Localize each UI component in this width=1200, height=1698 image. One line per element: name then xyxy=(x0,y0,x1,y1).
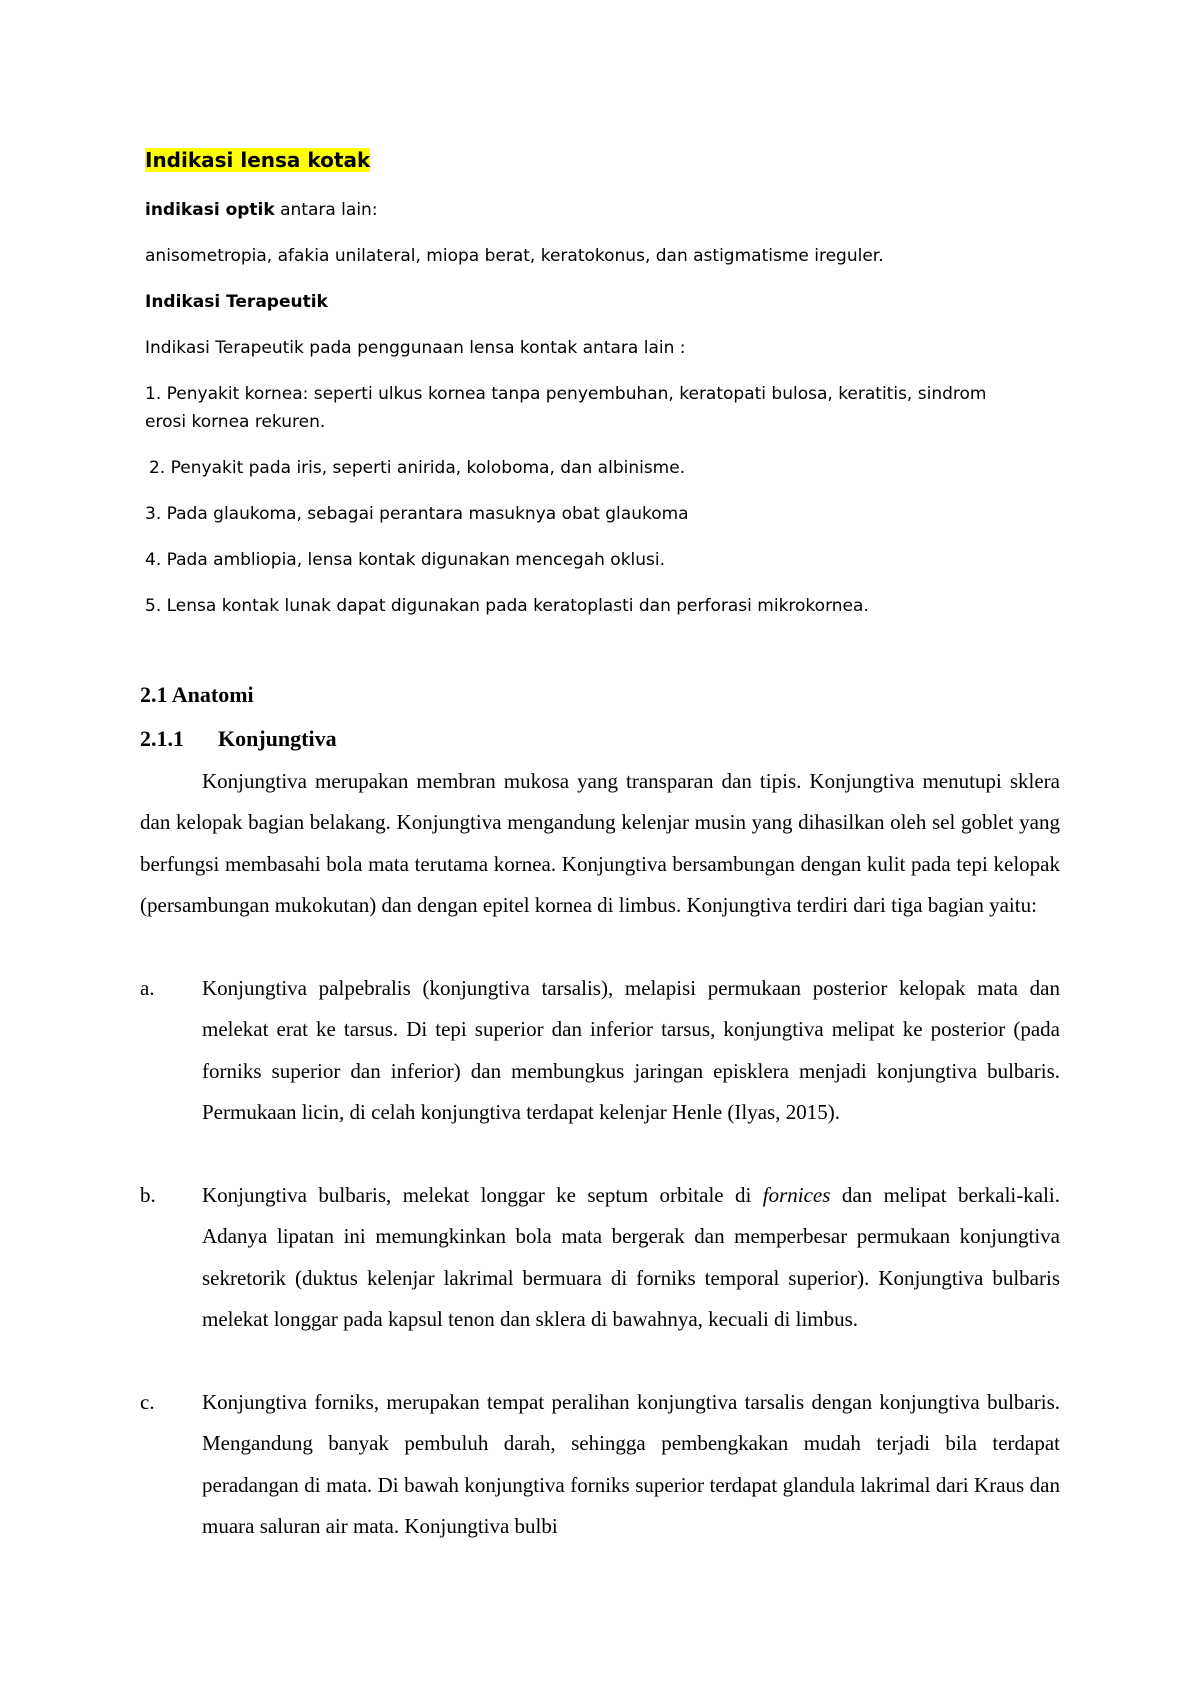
indication-item-4 xyxy=(145,550,665,570)
indication-text: Penyakit pada iris, seperti anirida, koloboma, dan albinisme. xyxy=(165,458,686,478)
list-item-palpebralis: Konjungtiva palpebralis (konjungtiva tarsalis), melapisi permukaan posterior kelopak mata dan melekat erat ke tarsus. Di tepi superior dan inferior tarsus, konjungtiva melipat ke posterior (pada forniks superior dan inferior) dan membungkus jaringan episklera menjadi konjungtiva bulbaris. Permukaan licin, di celah konjungtiva terdapat kelenjar Henle (Ilyas, 2015). xyxy=(202,976,1060,1125)
bulbaris-text-end: dan melipat berkali-kali. Adanya lipatan ini memungkinkan bola mata bergerak dan memperbesar permukaan konjungtiva sekretorik (duktus kelenjar lakrimal bermuara di forniks temporal superior). Konjungtiva bulbaris melekat longgar pada kapsul tenon dan sklera di bawahnya, kecuali di limbus. xyxy=(202,1183,1060,1332)
list-marker-a: a. xyxy=(140,976,155,1000)
konjungtiva-intro-paragraph: Konjungtiva merupakan membran mukosa yang transparan dan tipis. Konjungtiva menutupi sklera dan kelopak bagian belakang. Konjungtiva mengandung kelenjar musin yang dihasilkan oleh sel goblet yang berfungsi membasahi bola mata terutama kornea. Konjungtiva bersambungan dengan kulit pada tepi kelopak (persambungan mukokutan) dan dengan epitel kornea di limbus. Konjungtiva terdiri dari tiga bagian yaitu: xyxy=(140,769,1060,918)
list-item-bulbaris xyxy=(202,1175,1060,1341)
indication-item-5 xyxy=(145,596,869,616)
indication-text: Penyakit kornea: seperti ulkus kornea tanpa penyembuhan, keratopati bulosa, keratitis, sindrom xyxy=(161,384,987,404)
list-item-forniks: Konjungtiva forniks, merupakan tempat peralihan konjungtiva tarsalis dengan konjungtiva bulbaris. Mengandung banyak pembuluh darah, sehingga pembengkakan mudah terjadi bila terdapat peradangan di mata. Di bawah konjungtiva forniks superior terdapat glandula lakrimal dari Kraus dan muara saluran air mata. Konjungtiva bulbi xyxy=(202,1390,1060,1539)
subsection-title: Konjungtiva xyxy=(218,726,337,751)
indication-text: Pada ambliopia, lensa kontak digunakan mencegah oklusi. xyxy=(161,550,666,570)
highlighted-title xyxy=(145,148,370,172)
bulbaris-text-start: Konjungtiva bulbaris, melekat longgar ke septum orbitale di xyxy=(202,1183,763,1207)
optik-intro-line xyxy=(145,200,378,220)
subsection-number: 2.1.1 xyxy=(140,726,184,751)
optik-list: anisometropia, afakia unilateral, miopa berat, keratokonus, dan astigmatisme ireguler. xyxy=(145,246,884,266)
optik-label: indikasi optik xyxy=(145,200,275,220)
bulbaris-italic-term: fornices xyxy=(762,1183,831,1207)
terapeutik-heading: Indikasi Terapeutik xyxy=(145,292,328,312)
indication-number: 5. xyxy=(145,596,162,616)
optik-rest: antara lain: xyxy=(274,200,378,220)
section-heading-anatomi: 2.1 Anatomi xyxy=(140,682,254,707)
indication-item-1 xyxy=(145,384,986,404)
indication-text: Pada glaukoma, sebagai perantara masuknya obat glaukoma xyxy=(161,504,689,524)
indication-item-3 xyxy=(145,504,689,524)
list-marker-c: c. xyxy=(140,1390,155,1414)
title-text: Indikasi lensa kotak xyxy=(145,148,371,172)
indication-text: Lensa kontak lunak dapat digunakan pada keratoplasti dan perforasi mikrokornea. xyxy=(161,596,869,616)
indication-item-2 xyxy=(149,458,685,478)
indication-number: 1. xyxy=(145,384,162,404)
indication-number: 3. xyxy=(145,504,162,524)
indication-number: 2. xyxy=(149,458,166,478)
indication-item-1-continued: erosi kornea rekuren. xyxy=(145,412,326,432)
terapeutik-intro: Indikasi Terapeutik pada penggunaan lensa kontak antara lain : xyxy=(145,338,686,358)
indication-number: 4. xyxy=(145,550,162,570)
list-marker-b: b. xyxy=(140,1183,156,1207)
